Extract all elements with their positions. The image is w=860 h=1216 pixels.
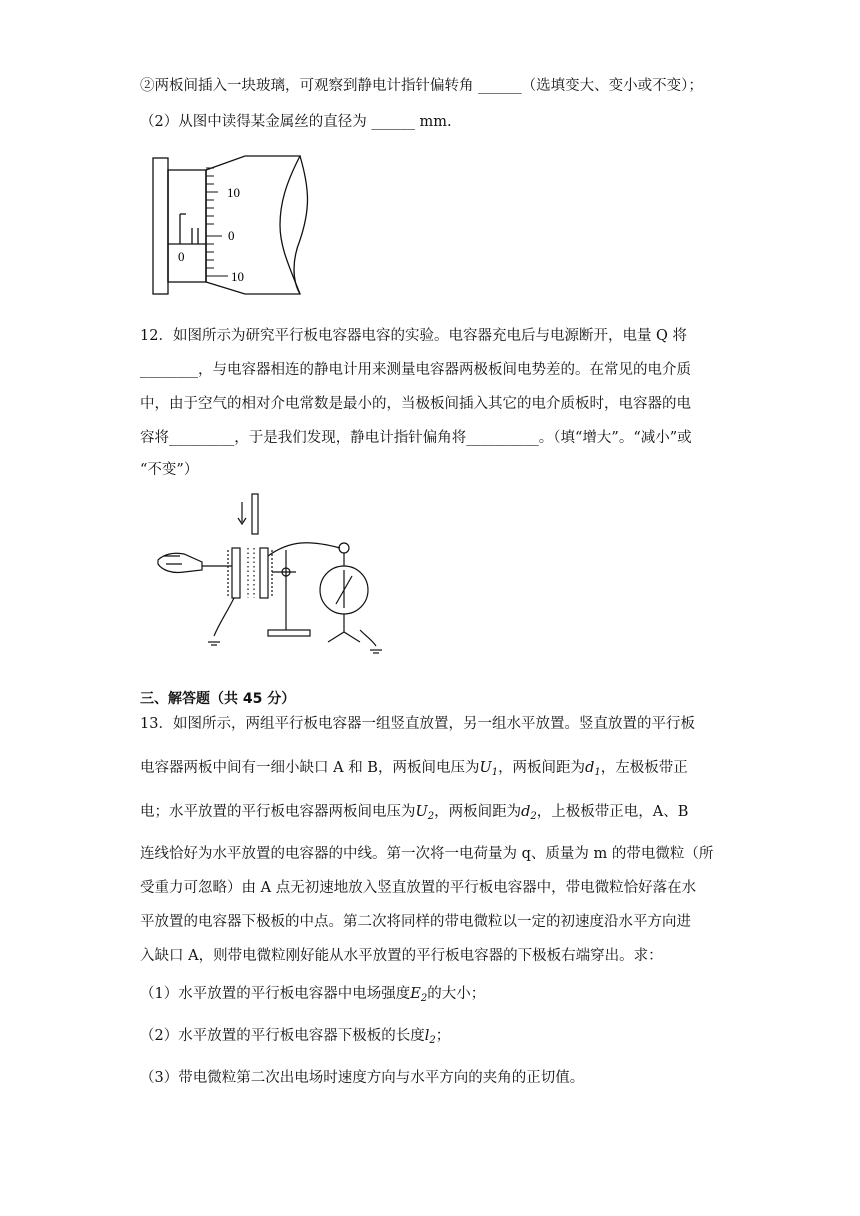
q12-line-5: “不变”）	[140, 462, 199, 478]
sleeve-zero-label: 0	[178, 249, 185, 264]
capacitor-experiment-figure	[150, 490, 390, 660]
q13-subquestion-1: （1）水平放置的平行板电容器中电场强度$E_2$的大小；	[140, 986, 486, 1004]
electroscope-knob	[339, 543, 349, 553]
q13-line-2: 电容器两板中间有一细小缺口 A 和 B，两板间电压为$U_1$，两板间距为$d_1$，左极板带正	[140, 760, 688, 778]
q12-line-2: ________，与电容器相连的静电计用来测量电容器两极板间电势差的。在常见的电介质	[140, 362, 691, 378]
q12-line-4: 容将_________，于是我们发现，静电计指针偏角将__________。（填“增大”。“减小”或	[140, 430, 692, 446]
thimble-label-bottom: 10	[231, 269, 244, 284]
micrometer-figure	[140, 150, 330, 300]
symbol-u2: $U_2$	[415, 804, 435, 822]
q13-subquestion-2: （2）水平放置的平行板电容器下极板的长度$l_2$；	[140, 1028, 451, 1046]
q13-line-3: 电；水平放置的平行板电容器两板间电压为$U_2$，两板间距为$d_2$，上极板带正电，A、B	[140, 804, 689, 822]
q13-line-4: 连线恰好为水平放置的电容器的中线。第一次将一电荷量为 q、质量为 m 的带电微粒（所	[140, 846, 714, 862]
symbol-l2: $l_2$	[424, 1028, 436, 1046]
q13-line-6: 平放置的电容器下极板的中点。第二次将同样的带电微粒以一定的初速度沿水平方向进	[140, 914, 691, 930]
q13-subquestion-3: （3）带电微粒第二次出电场时速度方向与水平方向的夹角的正切值。	[140, 1070, 585, 1086]
q13-line-5: 受重力可忽略）由 A 点无初速地放入竖直放置的平行板电容器中，带电微粒恰好落在水	[140, 880, 697, 896]
q11-line-1: ②两板间插入一块玻璃，可观察到静电计指针偏转角 ______（选填变大、变小或不变）；	[140, 78, 703, 94]
thimble-label-middle: 0	[228, 228, 235, 243]
q13-line-7: 入缺口 A，则带电微粒刚好能从水平放置的平行板电容器的下极板右端穿出。求：	[140, 948, 663, 964]
symbol-d2: $d_2$	[521, 804, 537, 822]
thimble-scale	[206, 168, 228, 276]
section-heading: 三、解答题（共 45 分）	[140, 691, 296, 707]
symbol-d1: $d_1$	[585, 760, 601, 778]
q13-line-1: 13．如图所示，两组平行板电容器一组竖直放置，另一组水平放置。竖直放置的平行板	[140, 716, 695, 732]
symbol-u1: $U_1$	[479, 760, 499, 778]
symbol-e2: $E_2$	[410, 986, 428, 1004]
q12-line-1: 12．如图所示为研究平行板电容器电容的实验。电容器充电后与电源断开，电量 Q 将	[140, 328, 688, 344]
thimble-label-top: 10	[227, 185, 240, 200]
q11-line-2: （2）从图中读得某金属丝的直径为 ______ mm.	[140, 114, 452, 130]
q12-line-3: 中，由于空气的相对介电常数是最小的，当极板间插入其它的电介质板时，电容器的电	[140, 396, 691, 412]
